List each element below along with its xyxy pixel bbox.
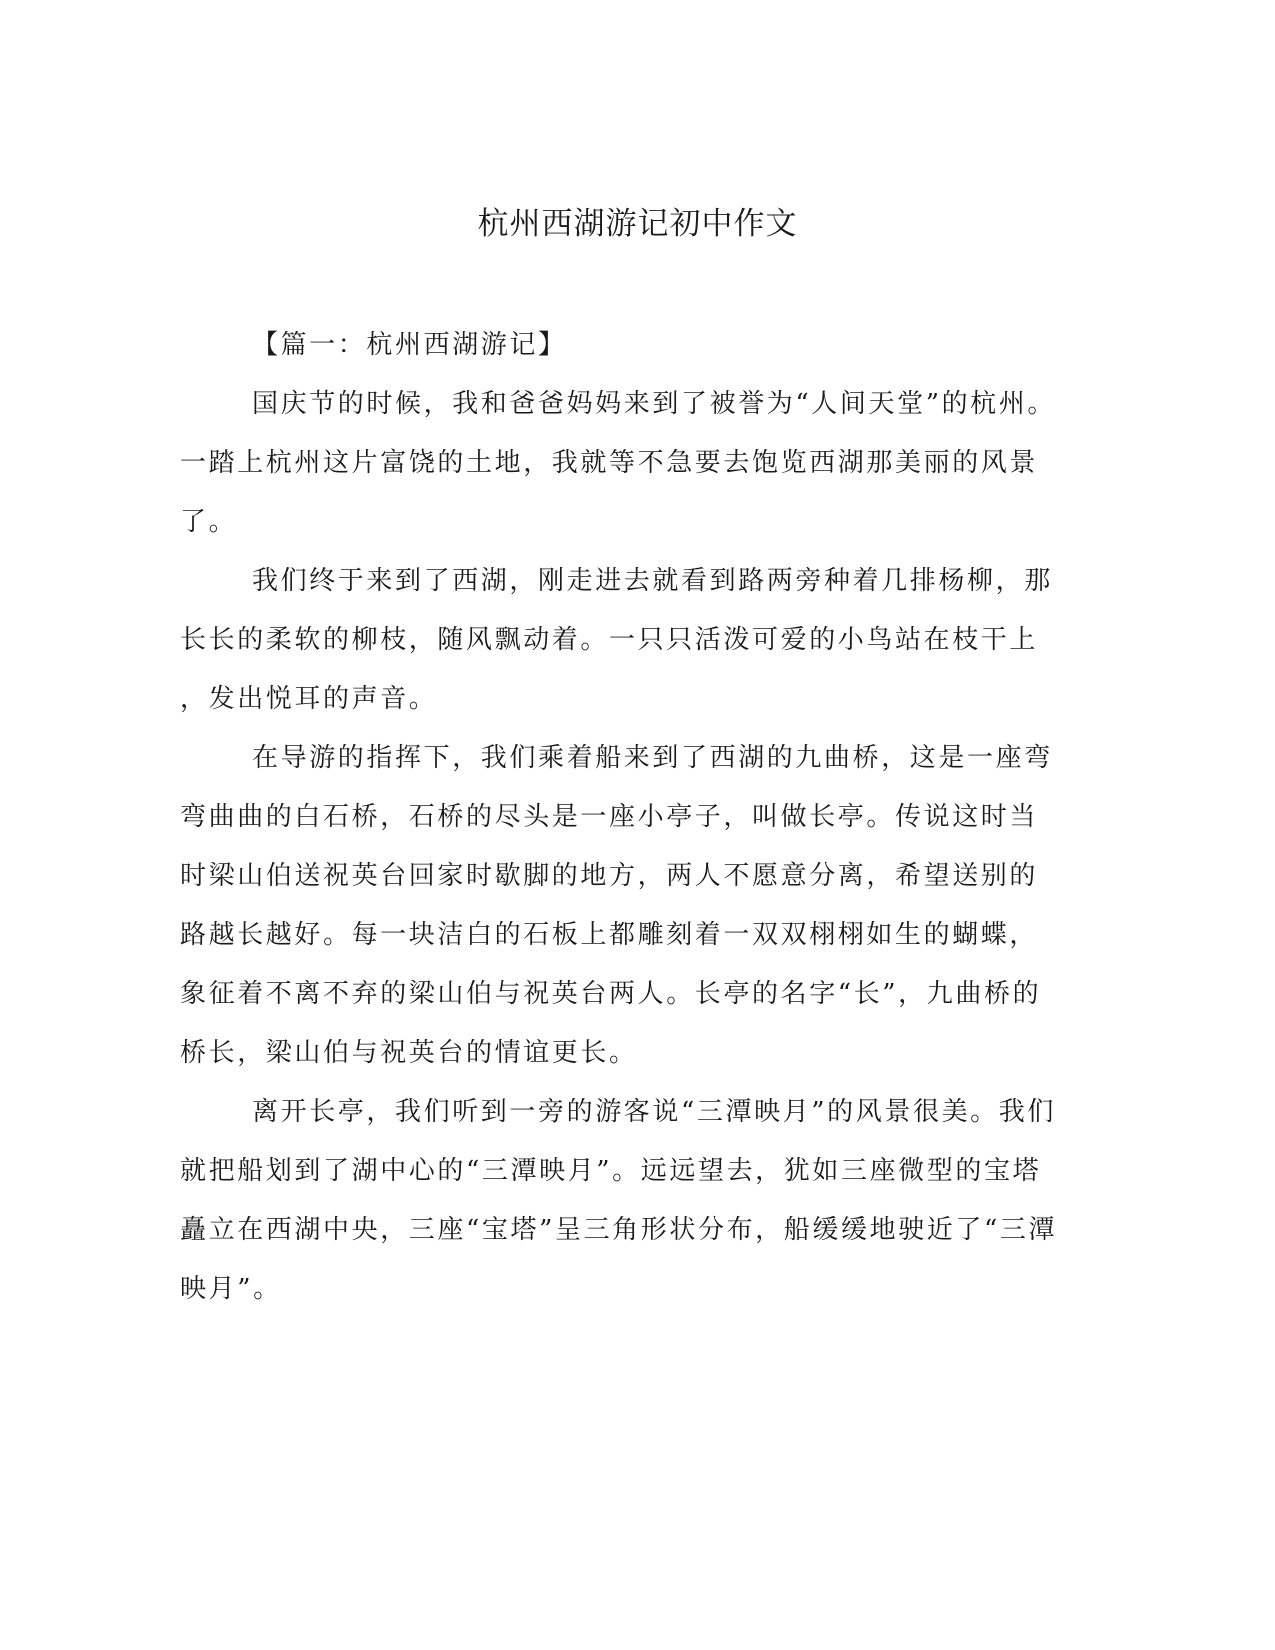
section-heading: 【篇一：杭州西湖游记】 bbox=[252, 330, 567, 360]
paragraph-line: 了。 bbox=[180, 507, 238, 537]
paragraph-line: 时梁山伯送祝英台回家时歇脚的地方，两人不愿意分离，希望送别的 bbox=[180, 861, 1039, 891]
paragraph-line: 一踏上杭州这片富饶的土地，我就等不急要去饱览西湖那美丽的风景 bbox=[180, 448, 1039, 478]
paragraph-4 bbox=[180, 1083, 1058, 1319]
document-body bbox=[180, 316, 1058, 1319]
paragraph-3 bbox=[180, 729, 1053, 1083]
paragraph-line: ，发出悦耳的声音。 bbox=[180, 684, 438, 714]
paragraph-line: 桥长，梁山伯与祝英台的情谊更长。 bbox=[180, 1038, 638, 1068]
paragraph-line: 在导游的指挥下，我们乘着船来到了西湖的九曲桥，这是一座弯 bbox=[252, 743, 1053, 773]
paragraph-line: 弯曲曲的白石桥，石桥的尽头是一座小亭子，叫做长亭。传说这时当 bbox=[180, 802, 1039, 832]
document-title: 杭州西湖游记初中作文 bbox=[477, 206, 798, 242]
paragraph-1 bbox=[180, 375, 1056, 552]
paragraph-line: 矗立在西湖中央，三座“宝塔”呈三角形状分布，船缓缓地驶近了“三潭 bbox=[180, 1215, 1058, 1245]
paragraph-line: 就把船划到了湖中心的“三潭映月”。远远望去，犹如三座微型的宝塔 bbox=[180, 1156, 1042, 1186]
paragraph-line: 离开长亭，我们听到一旁的游客说“三潭映月”的风景很美。我们 bbox=[252, 1097, 1056, 1127]
paragraph-line: 象征着不离不弃的梁山伯与祝英台两人。长亭的名字“长”，九曲桥的 bbox=[180, 979, 1042, 1009]
paragraph-line: 映月”。 bbox=[180, 1274, 282, 1304]
paragraph-2 bbox=[180, 552, 1053, 729]
paragraph-line: 国庆节的时候，我和爸爸妈妈来到了被誉为“人间天堂”的杭州。 bbox=[252, 389, 1056, 419]
paragraph-line: 长长的柔软的柳枝，随风飘动着。一只只活泼可爱的小鸟站在枝干上 bbox=[180, 625, 1039, 655]
paragraph-line: 我们终于来到了西湖，刚走进去就看到路两旁种着几排杨柳，那 bbox=[252, 566, 1053, 596]
paragraph-line: 路越长越好。每一块洁白的石板上都雕刻着一双双栩栩如生的蝴蝶， bbox=[180, 920, 1039, 950]
